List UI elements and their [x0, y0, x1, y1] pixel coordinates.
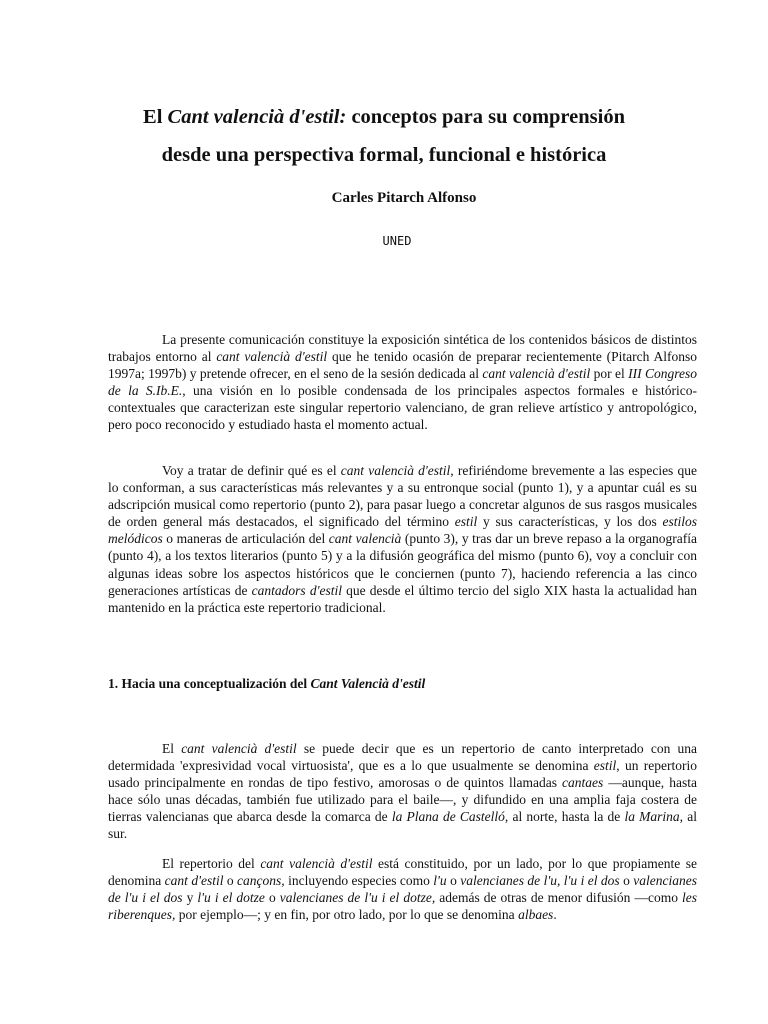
text-run: , una visión en lo posible condensada de los principales aspectos formales e histórico-contextuales que caracterizan este singular repertorio valenciano, de gran relieve artístico y antropológico, pero poco reconocido y estudiado hasta el momento actual. — [108, 383, 697, 433]
italic-text-run: estil — [593, 758, 617, 774]
italic-text-run: l'u i el dotze — [197, 890, 265, 906]
italic-text-run: cant valencià — [328, 531, 402, 547]
author-affiliation: UNED — [382, 234, 412, 248]
italic-text-run: cançons, — [237, 873, 285, 889]
text-run: y — [182, 890, 198, 906]
text-run: , al norte, hasta la de — [504, 809, 625, 825]
text-run: o maneras de articulación del — [162, 531, 329, 547]
text-run: o — [264, 890, 280, 906]
paragraph-1 — [108, 331, 697, 434]
text-run: (punto 3), y tras dar un breve repaso a la organografía (punto 4), a los textos literarios (punto 5) y a la difusión geográfica del mismo (punto 6), voy a concluir con algunas ideas sobre los aspectos históricos que le conciernen (punto 7), haciendo referencia a las cinco generaciones artísticas de — [108, 531, 697, 598]
paragraph-2 — [108, 462, 697, 616]
italic-text-run: cant valencià d'estil — [482, 366, 591, 382]
italic-text-run: cant valencià d'estil — [181, 741, 297, 756]
text-run: 1. Hacia una conceptualización del — [108, 676, 311, 691]
italic-text-run: estil — [454, 514, 478, 530]
text-run: . — [553, 907, 557, 923]
italic-text-run: la Marina, — [624, 809, 684, 825]
text-run: o — [446, 873, 461, 889]
text-run: , un repertorio usado principalmente en rondas de tipo festivo, amorosas o de quintos llamadas — [108, 758, 697, 791]
text-run: que he tenido ocasión de preparar recientemente (Pitarch Alfonso 1997a; 1997b) y pretende ofrecer, en el seno de la sesión dedicada al — [108, 349, 698, 382]
italic-text-run: valencianes de l'u i el dotze, — [279, 890, 436, 906]
document-title — [60, 98, 708, 174]
text-run: o — [619, 873, 634, 889]
section-heading-1 — [108, 676, 425, 692]
italic-text-run: valencianes de l'u i el dos — [108, 873, 697, 906]
title-line-1: El Cant valencià d'estil: conceptos para su comprensión — [143, 106, 625, 128]
italic-text-run: albaes — [518, 907, 554, 923]
author-name: Carles Pitarch Alfonso — [331, 190, 477, 206]
italic-text-run: cant valencià d'estil — [260, 856, 373, 871]
text-run: El — [162, 741, 182, 756]
paragraph-4 — [108, 855, 697, 923]
text-run: además de otras de menor difusión —como — [435, 890, 682, 906]
italic-text-run: la Plana de Castelló — [391, 809, 505, 825]
text-run: —aunque, hasta hace sólo unas décadas, también fue utilizado para el baile—, y difundido en una amplia faja costera de tierras valencianas que abarca desde la comarca de — [108, 775, 697, 825]
italic-text-run: III Congreso de la S.Ib.E. — [108, 366, 698, 399]
text-run: incluyendo especies como — [284, 873, 434, 889]
text-run: está constituido, por un lado, por lo que propiamente se denomina — [108, 856, 697, 889]
text-run: que desde el último tercio del siglo XIX hasta la actualidad han mantenido en la práctica este repertorio tradicional. — [108, 582, 697, 615]
italic-text-run: cant d'estil — [164, 873, 224, 889]
italic-text-run: estilos melódicos — [108, 514, 697, 547]
paragraph-3 — [108, 740, 697, 843]
text-run: por el — [590, 366, 629, 382]
text-run: La presente comunicación constituye la exposición sintética de los contenidos básicos de distintos trabajos entorno al — [108, 332, 697, 365]
italic-text-run: les riberenques, — [108, 890, 697, 923]
text-run: y sus características, y los dos — [477, 514, 663, 530]
italic-text-run: cant valencià d'estil — [340, 463, 451, 478]
italic-text-run: cantadors d'estil — [251, 582, 342, 598]
text-run: El repertorio del — [162, 856, 261, 871]
title-line-2: desde una perspectiva formal, funcional e histórica — [161, 144, 607, 166]
italic-text-run: l'u — [433, 873, 447, 889]
text-run: por ejemplo—; y en fin, por otro lado, por lo que se denomina — [175, 907, 519, 923]
italic-text-run: cantaes — [562, 775, 604, 791]
text-run: , refiriéndome brevemente a las especies que lo conforman, a sus características más relevantes y a su entronque social (punto 1), y a apuntar cuál es su adscripción musical como repertorio (punto 2), para pasar luego a concretar algunos de sus rasgos musicales de orden general más destacados, el significado del término — [108, 463, 698, 530]
italic-text-run: cant valencià d'estil — [216, 349, 328, 365]
text-run: al sur. — [108, 809, 697, 842]
text-run: o — [223, 873, 238, 889]
text-run: Voy a tratar de definir qué es el — [162, 463, 341, 478]
text-run: se puede decir que es un repertorio de canto interpretado con una determidada 'expresividad vocal virtuosista', que es a lo que usualmente se denomina — [108, 741, 697, 774]
italic-text-run: valencianes de l'u, l'u i el dos — [460, 873, 620, 889]
italic-text-run: Cant Valencià d'estil — [310, 676, 426, 691]
